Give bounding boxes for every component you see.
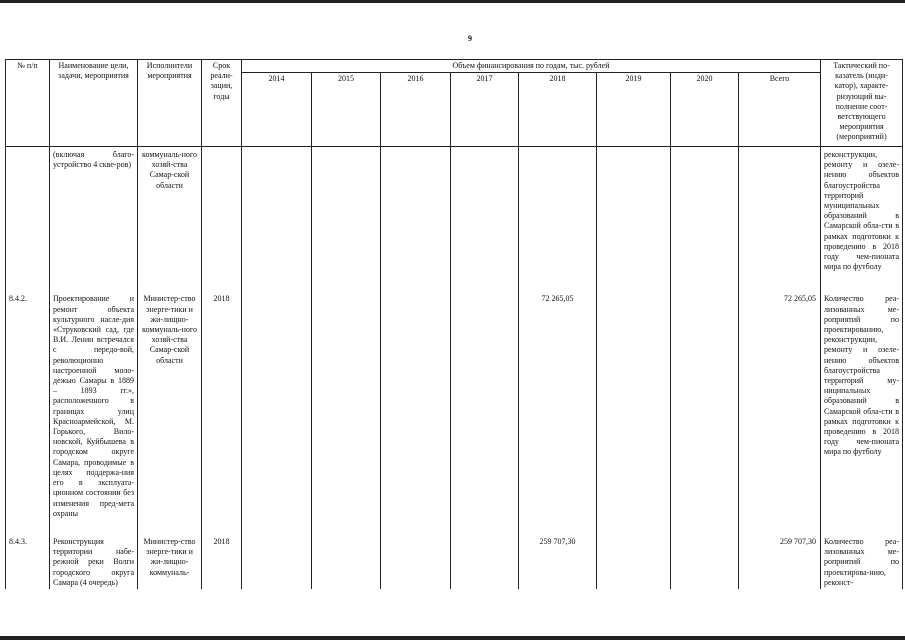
row-indicator: Количество реа-лизованных ме-роприятий по проектирова-нию, реконст- [821,531,903,589]
row-value [519,147,597,289]
row-value [381,147,451,289]
top-border [0,0,905,3]
row-value [597,147,671,289]
header-term: Срок реали-зации, годы [202,60,242,147]
row-value [381,288,451,530]
header-executors: Исполнители мероприятия [138,60,202,147]
header-year: 2020 [671,73,739,147]
table-row [6,288,903,530]
row-number [6,147,50,289]
row-value [312,147,381,289]
row-term: 2018 [202,531,242,589]
row-value [671,531,739,589]
row-value [451,288,519,530]
financing-table [5,59,903,589]
row-name: (включая благо-устройство 4 скве-ров) [50,147,138,289]
row-number: 8.4.3. [6,531,50,589]
row-value [381,531,451,589]
row-name: Проектирование и ремонт объекта культурного насле-дия «Струковский сад, где В.И. Ленин встречался с передо-вой, революционно настроенной моло-дежью Самары в 1889 – 1893 гг.», расположенного в границах улиц Красноармейской, М. Горького, Вило-новской, Куйбышева в городском округе Самара, проводимые в целях поддержа-ния его в эксплуата-ционном состоянии без изменения пред-мета охраны [50,288,138,530]
header-year: 2019 [597,73,671,147]
row-value [312,288,381,530]
table-row [6,531,903,589]
header-year: 2017 [451,73,519,147]
row-value [451,531,519,589]
row-value [597,531,671,589]
page-number: 9 [468,34,472,43]
row-name: Реконструкция территории набе-режной реки Волги городского округа Самара (4 очередь) [50,531,138,589]
header-year: 2016 [381,73,451,147]
row-value: 72 265,05 [519,288,597,530]
header-num: № п/п [6,60,50,147]
header-year: 2014 [242,73,312,147]
header-year: 2015 [312,73,381,147]
row-value: 259 707,30 [519,531,597,589]
row-value [242,531,312,589]
row-value [451,147,519,289]
row-value [242,147,312,289]
table-row [6,147,903,289]
row-value [242,288,312,530]
row-indicator: Количество реа-лизованных ме-роприятий по проектированию, реконструкции, ремонту и озеле-нению объектов благоустройства территорий му-ниципальных образований в Самарской обла-сти в рамках подготовки к проведению в 2018 году чем-пионата мира по футболу [821,288,903,530]
row-value [597,288,671,530]
row-executors: коммуналь-ного хозяй-ства Самар-ской области [138,147,202,289]
header-indicator: Тактический по-казатель (инди-катор), характе-ризующий вы-полнение соот-ветствующего мероприятия (мероприятий) [821,60,903,147]
header-name: Наименование цели, задачи, мероприятия [50,60,138,147]
header-finance: Объем финансирования по годам, тыс. рублей [242,60,821,73]
bottom-border [0,636,905,640]
row-value [671,147,739,289]
row-executors: Министер-ство энерге-тики и жи-лищно-коммуналь- [138,531,202,589]
row-indicator: реконструкции, ремонту и озеле-нению объектов благоустройства территорий муниципальных образований в Самарской обла-сти в рамках подготовки к проведению в 2018 году чем-пионата мира по футболу [821,147,903,289]
row-total [739,147,821,289]
row-number: 8.4.2. [6,288,50,530]
row-term: 2018 [202,288,242,530]
row-total: 72 265,05 [739,288,821,530]
row-value [312,531,381,589]
row-value [671,288,739,530]
row-term [202,147,242,289]
row-executors: Министер-ство энерге-тики и жи-лищно-коммуналь-ного хозяй-ства Самар-ской области [138,288,202,530]
header-year: 2018 [519,73,597,147]
header-row [6,60,903,73]
header-total: Всего [739,73,821,147]
row-total: 259 707,30 [739,531,821,589]
